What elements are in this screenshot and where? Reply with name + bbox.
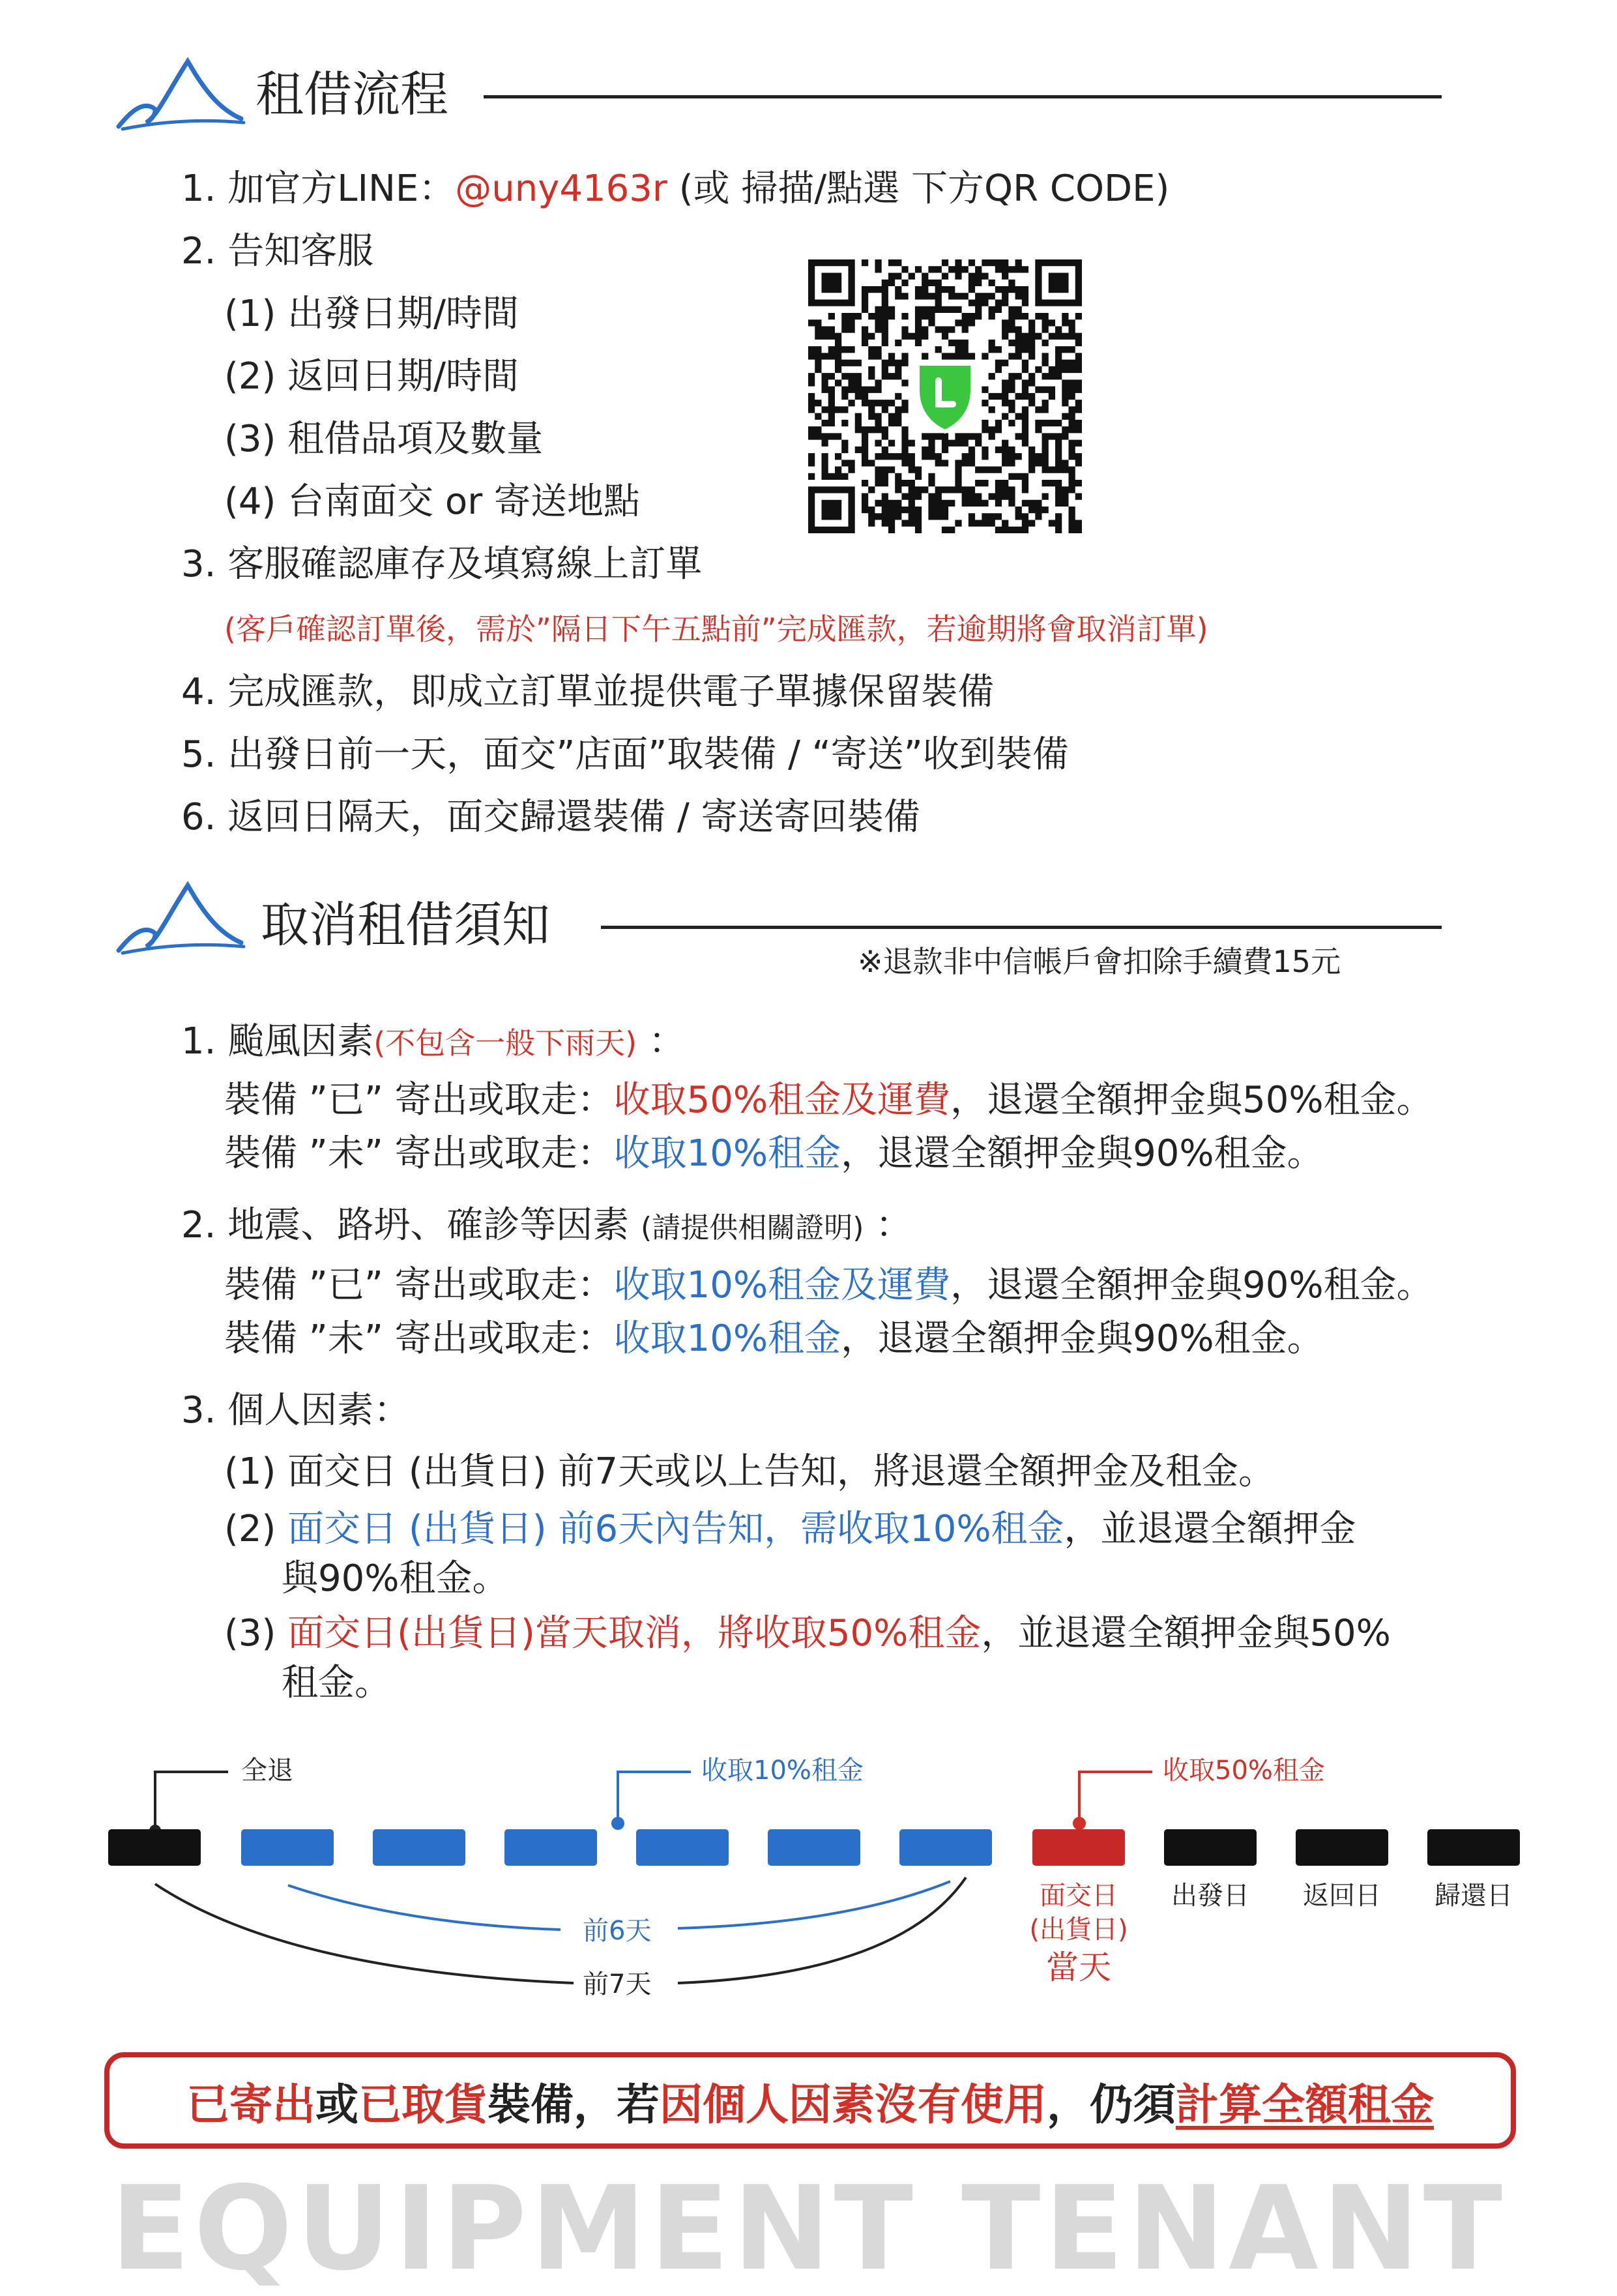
rule-refund: ，退還全額押金與90%租金。 <box>950 1264 1433 1306</box>
step-4 <box>181 671 995 713</box>
timeline-handover-day <box>1032 1829 1125 1866</box>
banner-text-picked: 已取貨 <box>358 2079 488 2130</box>
timeline-label-6-days: 前6天 <box>583 1916 652 1946</box>
banner-text-personal: 因個人因素沒有使用 <box>660 2079 1047 2130</box>
step-6 <box>181 796 920 838</box>
banner-text-or: 或 <box>315 2079 358 2130</box>
rule-refund: ，退還全額押金與90%租金。 <box>841 1317 1324 1360</box>
cancel-reason-typhoon <box>181 1020 685 1063</box>
step-5 <box>181 733 1069 776</box>
timeline-label-giveback: 歸還日 <box>1435 1881 1513 1911</box>
timeline-day-7-before <box>108 1829 201 1866</box>
step-number: 3. <box>181 543 216 585</box>
step-text: 加官方LINE： <box>227 168 456 210</box>
timeline-label-departure: 出發日 <box>1171 1881 1249 1911</box>
rule-charge: 面交日(出貨日)當天取消，將收取50%租金 <box>287 1612 982 1655</box>
personal-rule-2-cont: 與90%租金。 <box>282 1557 509 1600</box>
banner-text-equipment: 裝備，若 <box>488 2079 660 2130</box>
rule-refund: ，退還全額押金與90%租金。 <box>841 1132 1324 1175</box>
personal-rule-3-cont: 租金。 <box>282 1662 391 1704</box>
step-text: 告知客服 <box>227 230 374 272</box>
personal-rule-1: (1) 面交日 (出貨日) 前7天或以上告知，將退還全額押金及租金。 <box>224 1450 1275 1493</box>
banner-text-shipped: 已寄出 <box>186 2079 315 2130</box>
step-suffix: (或 掃描/點選 下方QR CODE) <box>678 168 1170 210</box>
mountain-logo-icon <box>116 879 246 957</box>
step-text: 完成匯款，即成立訂單並提供電子單據保留裝備 <box>227 671 995 713</box>
footer-brand: EQUIPMENT TENANT <box>110 2161 1507 2296</box>
mountain-logo-icon <box>116 55 246 133</box>
sub-item-departure: (1) 出發日期/時間 <box>224 293 519 335</box>
step-1 <box>181 168 1170 210</box>
step-3-note: (客戶確認訂單後，需於”隔日下午五點前”完成匯款，若逾期將會取消訂單) <box>224 611 1208 647</box>
step-number: 5. <box>181 733 216 776</box>
timeline-label-10-percent: 收取10%租金 <box>701 1756 864 1786</box>
handover-line-1: 面交日 <box>1040 1881 1118 1911</box>
typhoon-shipped-rule <box>224 1079 1433 1121</box>
typhoon-not-shipped-rule <box>224 1132 1324 1175</box>
step-number: 4. <box>181 671 216 713</box>
rule-charge: 收取10%租金 <box>613 1317 841 1360</box>
step-2 <box>181 230 374 272</box>
line-app-icon <box>918 364 972 432</box>
timeline-day-3-before <box>636 1829 729 1866</box>
timeline-departure-day <box>1164 1829 1257 1866</box>
reason-colon: ： <box>875 1204 912 1246</box>
line-id-link[interactable]: @uny4163r <box>455 168 667 210</box>
sub-item-return: (2) 返回日期/時間 <box>224 355 519 398</box>
rule-prefix: 裝備 ”未” 寄出或取走： <box>224 1317 614 1360</box>
timeline-label-handover <box>1026 1879 1131 1989</box>
reason-label: 1. 颱風因素 <box>181 1020 374 1063</box>
step-text: 返回日隔天，面交歸還裝備 / 寄送寄回裝備 <box>227 796 920 838</box>
rule-charge: 收取50%租金及運費 <box>613 1079 951 1121</box>
handover-line-2: (出貨日) <box>1029 1915 1128 1945</box>
section-title-rental-process: 租借流程 <box>255 66 448 123</box>
line-qr-code[interactable] <box>808 259 1082 533</box>
reason-note: (不包含一般下雨天) <box>373 1025 637 1061</box>
personal-rule-3 <box>224 1612 1391 1655</box>
timeline-label-return: 返回日 <box>1303 1881 1381 1911</box>
rule-prefix: 裝備 ”已” 寄出或取走： <box>224 1264 614 1306</box>
timeline-day-1-before <box>899 1829 992 1866</box>
timeline-day-2-before <box>768 1829 860 1866</box>
rule-refund: ，退還全額押金與50%租金。 <box>950 1079 1433 1121</box>
timeline-day-6-before <box>241 1829 334 1866</box>
sub-item-location: (4) 台南面交 or 寄送地點 <box>224 480 641 523</box>
personal-rule-2 <box>224 1508 1356 1550</box>
policy-warning-banner <box>104 2052 1516 2149</box>
disaster-shipped-rule <box>224 1264 1433 1306</box>
step-3 <box>181 543 703 585</box>
step-number: 6. <box>181 796 216 838</box>
section-divider <box>484 95 1442 98</box>
rule-charge: 面交日 (出貨日) 前6天內告知，需收取10%租金 <box>287 1508 1064 1550</box>
step-text: 出發日前一天，面交”店面”取裝備 / “寄送”收到裝備 <box>227 733 1069 776</box>
handover-line-3: 當天 <box>1046 1949 1111 1986</box>
step-number: 1. <box>181 168 216 210</box>
rule-refund: ，並退還全額押金與50% <box>981 1612 1391 1655</box>
reason-note: (請提供相關證明) <box>641 1211 864 1244</box>
timeline-label-7-days: 前7天 <box>583 1969 652 1999</box>
refund-fee-note: ※退款非中信帳戶會扣除手續費15元 <box>858 944 1341 979</box>
rule-refund: ，並退還全額押金 <box>1064 1508 1356 1550</box>
section-title-cancellation: 取消租借須知 <box>261 897 550 953</box>
step-number: 2. <box>181 230 216 272</box>
rule-number: (3) <box>224 1612 276 1655</box>
timeline-day-4-before <box>504 1829 597 1866</box>
sub-item-items: (3) 租借品項及數量 <box>224 418 544 460</box>
timeline-label-50-percent: 收取50%租金 <box>1163 1756 1325 1786</box>
timeline-return-day <box>1296 1829 1388 1866</box>
timeline-label-full-refund: 全退 <box>241 1756 293 1786</box>
rule-prefix: 裝備 ”已” 寄出或取走： <box>224 1079 614 1121</box>
step-text: 客服確認庫存及填寫線上訂單 <box>227 543 703 585</box>
timeline-giveback-day <box>1427 1829 1520 1866</box>
rule-number: (2) <box>224 1508 276 1550</box>
disaster-not-shipped-rule <box>224 1317 1324 1360</box>
timeline-day-5-before <box>373 1829 465 1866</box>
banner-text-full-rent: 計算全額租金 <box>1176 2079 1434 2130</box>
cancel-reason-personal: 3. 個人因素： <box>181 1389 411 1432</box>
cancel-reason-disaster <box>181 1204 912 1246</box>
reason-label: 2. 地震、路坍、確診等因素 <box>181 1204 630 1246</box>
section-divider <box>601 926 1442 929</box>
banner-text-still: ，仍須 <box>1047 2079 1176 2130</box>
reason-colon: ： <box>648 1020 685 1063</box>
rule-charge: 收取10%租金及運費 <box>613 1264 951 1306</box>
rule-prefix: 裝備 ”未” 寄出或取走： <box>224 1132 614 1175</box>
rule-charge: 收取10%租金 <box>613 1132 841 1175</box>
